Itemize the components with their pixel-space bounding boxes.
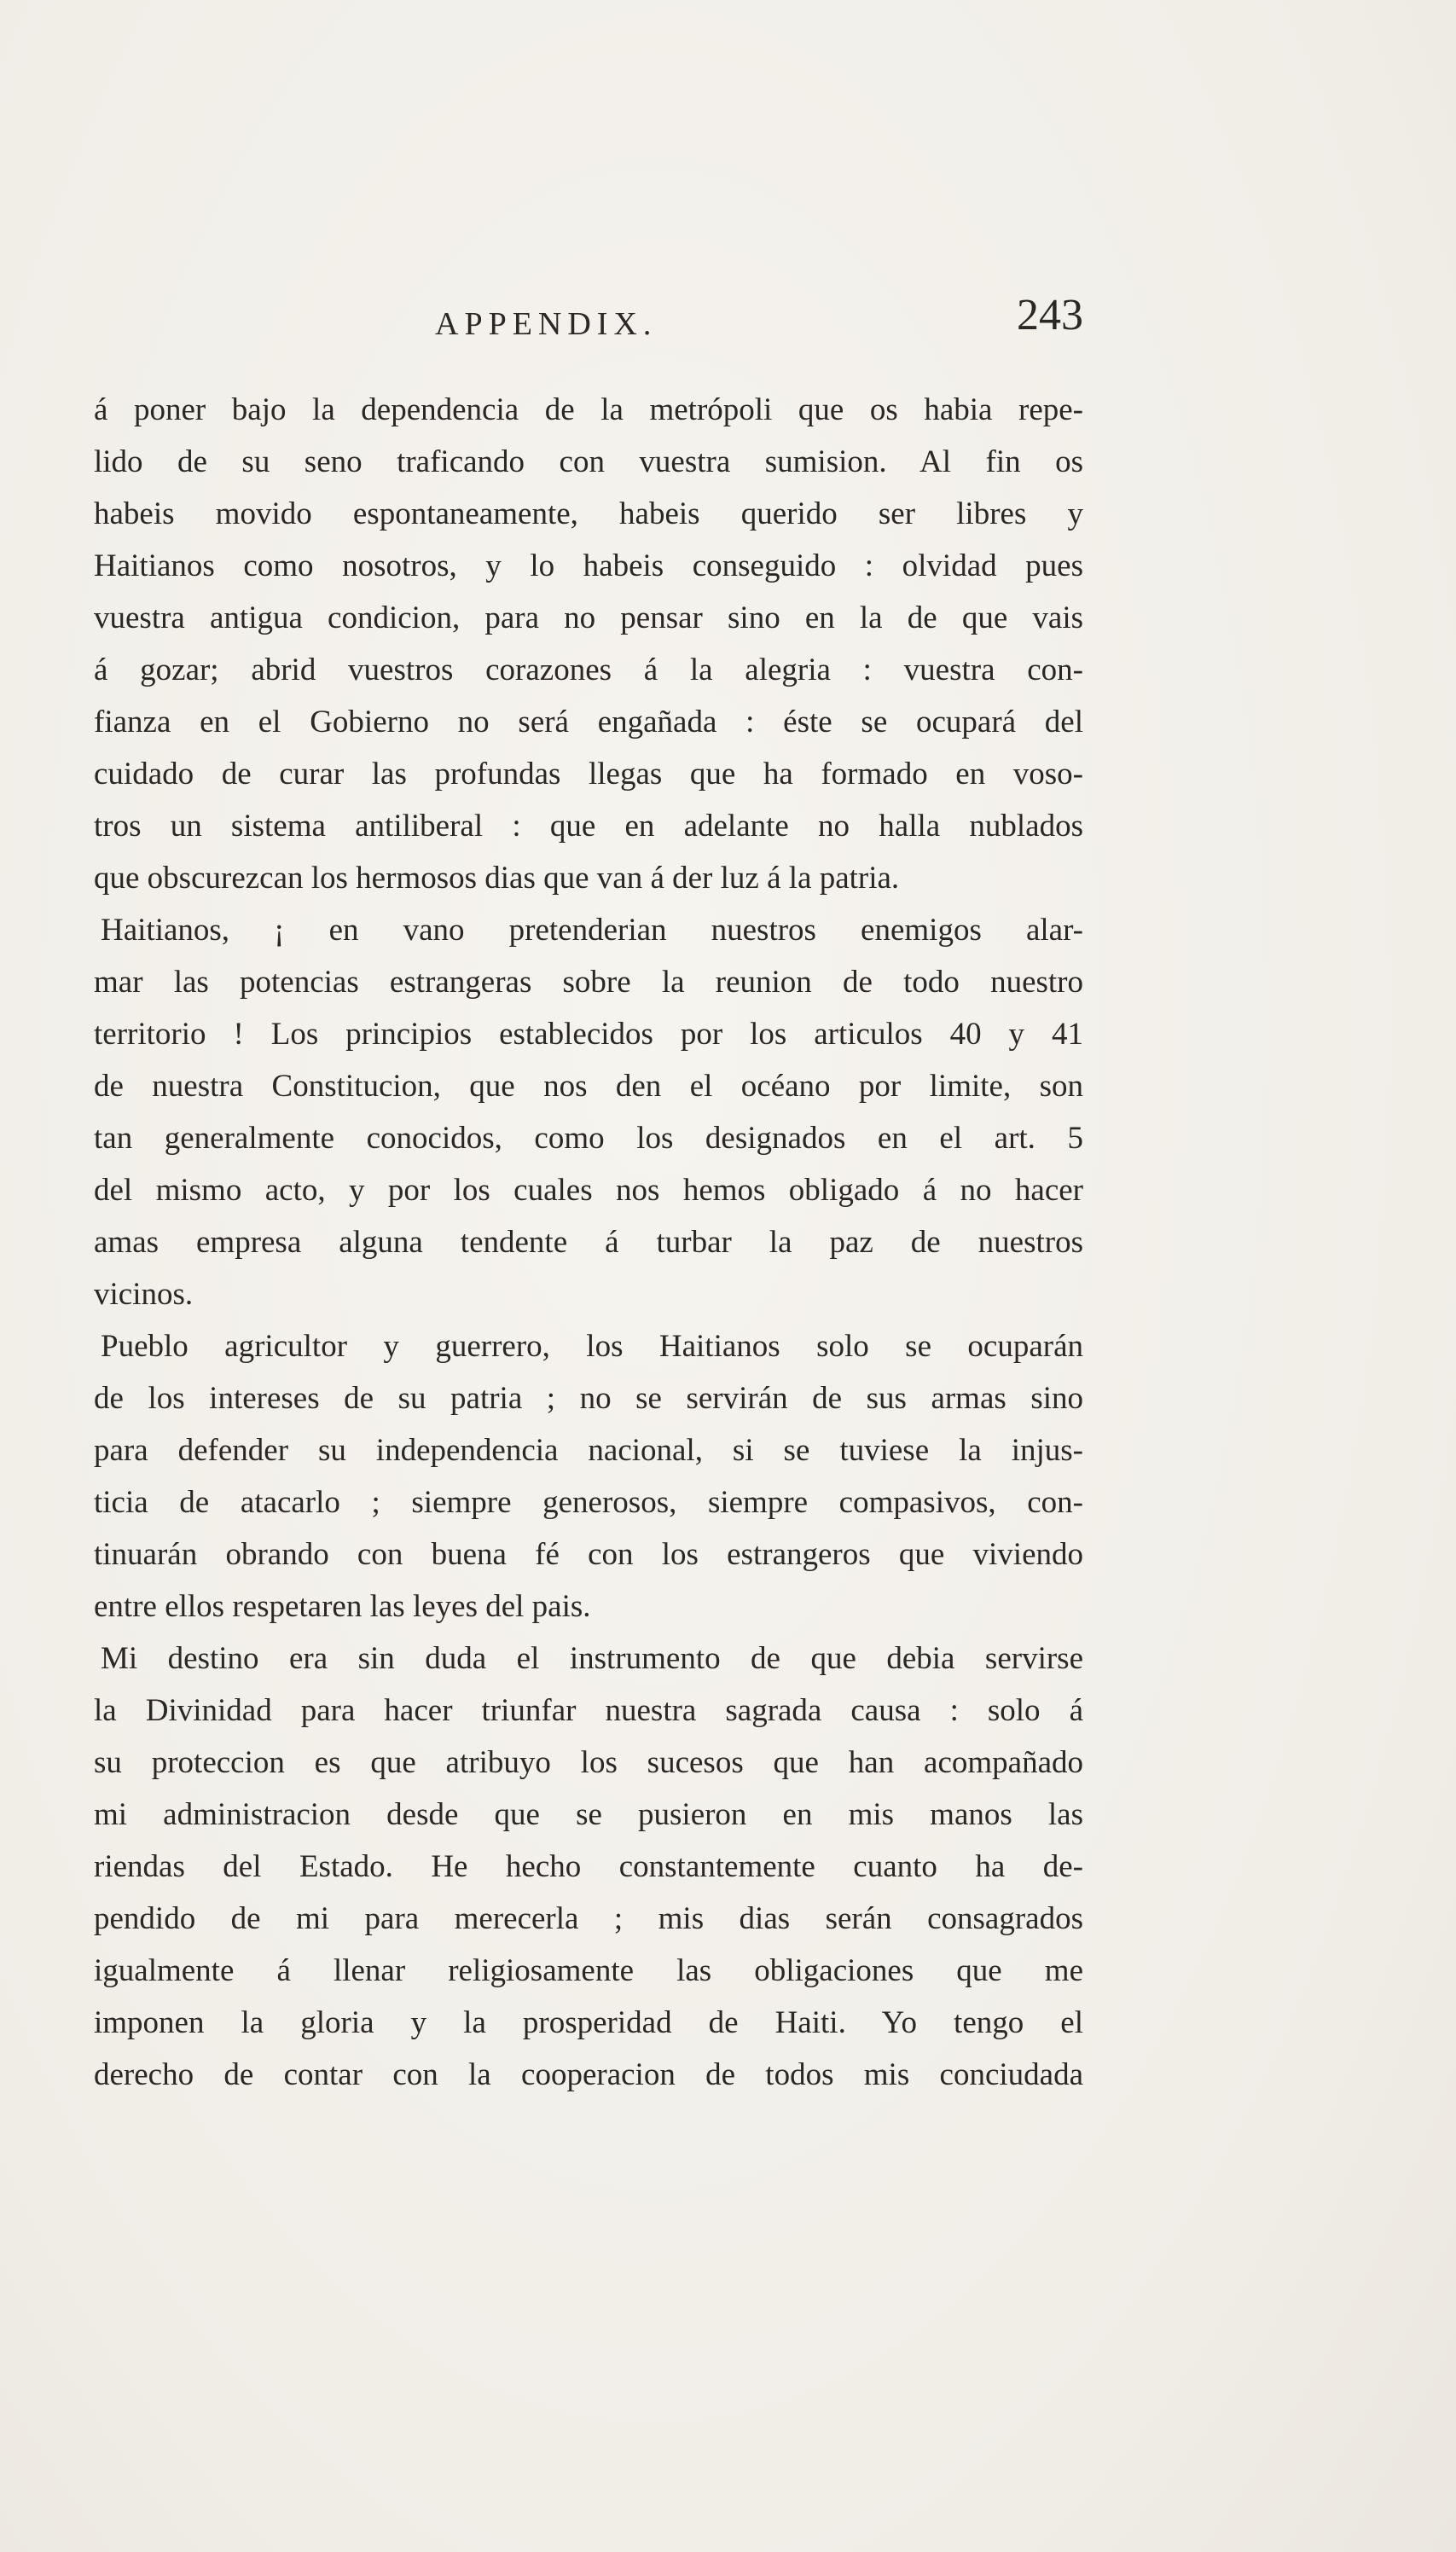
- page-header: [94, 290, 1083, 350]
- text-line: mar las potencias estrangeras sobre la reunion de todo nuestro: [94, 965, 1083, 1000]
- text-line: vuestra antigua condicion, para no pensar sino en la de que vais: [94, 600, 1083, 635]
- text-line: tinuarán obrando con buena fé con los estrangeros que viviendo: [94, 1537, 1083, 1572]
- text-line: Haitianos, ¡ en vano pretenderian nuestros enemigos alar-: [101, 913, 1083, 948]
- text-line: para defender su independencia nacional, si se tuviese la injus-: [94, 1433, 1083, 1468]
- text-line: la Divinidad para hacer triunfar nuestra sagrada causa : solo á: [94, 1693, 1083, 1728]
- text-line: Haitianos como nosotros, y lo habeis conseguido : olvidad pues: [94, 548, 1083, 583]
- text-line: Pueblo agricultor y guerrero, los Haitianos solo se ocuparán: [101, 1329, 1083, 1364]
- text-line: mi administracion desde que se pusieron en mis manos las: [94, 1797, 1083, 1832]
- text-line: derecho de contar con la cooperacion de todos mis conciudada: [94, 2057, 1083, 2092]
- text-line: á poner bajo la dependencia de la metrópoli que os habia repe-: [94, 392, 1083, 427]
- text-line: fianza en el Gobierno no será engañada : éste se ocupará del: [94, 705, 1083, 740]
- text-line: territorio ! Los principios establecidos por los articulos 40 y 41: [94, 1017, 1083, 1052]
- text-line: igualmente á llenar religiosamente las obligaciones que me: [94, 1953, 1083, 1988]
- text-line: habeis movido espontaneamente, habeis querido ser libres y: [94, 496, 1083, 531]
- text-line: que obscurezcan los hermosos dias que van á der luz á la patria.: [94, 861, 900, 896]
- text-line: vicinos.: [94, 1277, 194, 1312]
- running-head: APPENDIX.: [435, 306, 658, 342]
- text-line: de los intereses de su patria ; no se servirán de sus armas sino: [94, 1381, 1083, 1416]
- text-line: pendido de mi para merecerla ; mis dias serán consagrados: [94, 1901, 1083, 1936]
- text-line: tros un sistema antiliberal : que en adelante no halla nublados: [94, 809, 1083, 844]
- text-line: ticia de atacarlo ; siempre generosos, siempre compasivos, con-: [94, 1485, 1083, 1520]
- text-line: tan generalmente conocidos, como los designados en el art. 5: [94, 1121, 1083, 1156]
- text-line: amas empresa alguna tendente á turbar la paz de nuestros: [94, 1225, 1083, 1260]
- text-line: imponen la gloria y la prosperidad de Haiti. Yo tengo el: [94, 2005, 1083, 2040]
- body-text: [94, 384, 1083, 2101]
- text-line: á gozar; abrid vuestros corazones á la alegria : vuestra con-: [94, 652, 1083, 687]
- text-line: riendas del Estado. He hecho constantemente cuanto ha de-: [94, 1849, 1083, 1884]
- text-line: entre ellos respetaren las leyes del pais.: [94, 1589, 591, 1624]
- text-line: de nuestra Constitucion, que nos den el océano por limite, son: [94, 1069, 1083, 1104]
- text-line: del mismo acto, y por los cuales nos hemos obligado á no hacer: [94, 1173, 1083, 1208]
- text-line: Mi destino era sin duda el instrumento de que debia servirse: [101, 1641, 1083, 1676]
- text-line: su proteccion es que atribuyo los sucesos que han acompañado: [94, 1745, 1083, 1780]
- page-number: 243: [1017, 291, 1083, 339]
- text-line: cuidado de curar las profundas llegas que ha formado en voso-: [94, 757, 1083, 792]
- text-line: lido de su seno traficando con vuestra sumision. Al fin os: [94, 444, 1083, 479]
